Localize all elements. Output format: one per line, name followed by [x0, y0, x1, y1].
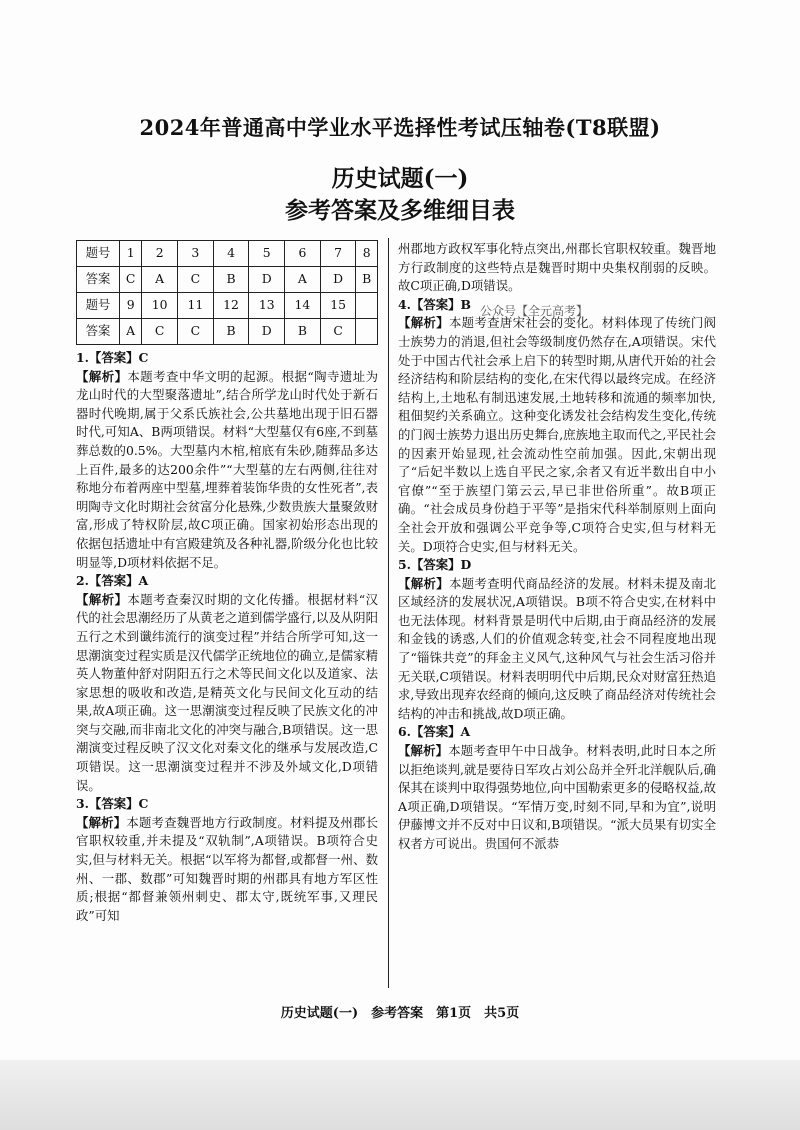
answer-table-row [77, 267, 378, 293]
explanation-item [398, 723, 716, 853]
answer-table-cell: B [285, 319, 321, 345]
page-footer: 历史试题(一) 参考答案 第1页 共5页 [280, 1006, 520, 1021]
answer-table-cell: C [320, 319, 356, 345]
answer-table [76, 240, 378, 345]
explanation-item [398, 556, 716, 723]
analysis-text: 本题考查中华文明的起源。根据“陶寺遗址为龙山时代的大型聚落遗址”,结合所学龙山时代处于新石器时代晚期,属于父系氏族社会,公共墓地出现于旧石器时代,可知A、B两项错误。材料“大型墓仅有6座,不到墓葬总数的0.5%。大型墓内木棺,棺底有朱砂,随葬品多达上百件,最多的达200余件”“大型墓的左右两侧,往往对称地分布着两座中型墓,埋葬着装饰华贵的女性死者”,表明陶寺文化时期社会贫富分化悬殊,少数贵族大量聚敛财富,形成了特权阶层,故C项正确。国家初始形态出现的依据包括遗址中有宫殿建筑及各种礼器,阶级分化也比较明显等,D项材料依据不足。 [76, 368, 378, 570]
answer-table-cell: 15 [320, 293, 356, 319]
analysis-text: 本题考查秦汉时期的文化传播。根据材料“汉代的社会思潮经历了从黄老之道到儒学盛行,以及从阴阳五行之术到谶纬流行的演变过程”并结合所学可知,这一思潮演变过程实质是汉代儒学正统地位的确立,是儒家精英人物董仲舒对阴阳五行之术等民间文化以及道家、法家思想的吸收和改造,是精英文化与民间文化互动的结果,故A项正确。这一思潮演变过程反映了民族文化的冲突与交融,而非南北文化的冲突与融合,B项错误。这一思潮演变过程反映了汉文化对秦文化的继承与发展改造,C项错误。这一思潮演变过程并不涉及外域文化,D项错误。 [76, 591, 378, 793]
answer-table-row [77, 241, 378, 267]
answer-table-row [77, 319, 378, 345]
left-column [76, 240, 378, 925]
explanation-item [398, 296, 716, 556]
answer-table-cell: 6 [285, 241, 321, 267]
analysis-label: 【解析】 [76, 591, 128, 607]
explanation-item [76, 795, 378, 925]
answer-table-cell: C [120, 267, 142, 293]
answer-line: 1.【答案】C [76, 350, 149, 365]
answer-table-cell: A [142, 267, 178, 293]
analysis-label: 【解析】 [398, 575, 449, 591]
answer-line: 4.【答案】B [398, 296, 471, 312]
answer-table-cell: A [285, 267, 321, 293]
right-explanations [398, 240, 716, 854]
scan-background [0, 1060, 800, 1130]
analysis-label: 【解析】 [76, 814, 127, 830]
explanation-item [76, 572, 378, 795]
analysis-text: 本题考查魏晋地方行政制度。材料提及州郡长官职权较重,并未提及“双轨制”,A项错误。B项符合史实,但与材料无关。根据“以军将为都督,或都督一州、数州、一郡、数郡”可知魏晋时期的州郡具有地方军区性质;根据“都督兼领州刺史、郡太守,既统军事,又理民政”可知 [76, 814, 379, 923]
answer-table-cell: 12 [213, 293, 249, 319]
analysis-label: 【解析】 [398, 743, 449, 759]
answer-table-header-cell: 答案 [77, 267, 120, 293]
answer-line: 5.【答案】D [398, 557, 472, 573]
column-divider [388, 238, 389, 988]
answer-table-cell: 7 [320, 241, 356, 267]
answer-table-cell: B [356, 267, 378, 293]
analysis-text: 本题考查唐宋社会的变化。材料体现了传统门阀士族势力的消退,但社会等级制度仍然存在,A项错误。宋代处于中国古代社会承上启下的转型时期,从唐代开始的社会经济结构和阶层结构的变化,在宋代得以最终完成。在经济结构上,土地私有制迅速发展,土地转移和流通的频率加快,租佃契约关系确立。这种变化诱发社会结构发生变化,传统的门阀士族势力退出历史舞台,庶族地主取而代之,平民社会的因素开始显现,社会流动性空前加强。因此,宋朝出现了“后妃半数以上选自平民之家,余者又有近半数出自中小官僚”“至于族望门第云云,早已非世俗所重”。故B项正确。“社会成员身份趋于平等”是指宋代科举制原则上面向全社会开放和强调公平竞争等,C项符合史实,但与材料无关。D项符合史实,但与材料无关。 [398, 315, 717, 554]
answer-table-cell [356, 319, 378, 345]
answer-table-cell: 10 [142, 293, 178, 319]
watermark: 公众号【全元高考】 [480, 304, 589, 318]
answer-table-cell: 8 [356, 241, 378, 267]
explanation-item [76, 349, 378, 572]
answer-table-cell: 11 [177, 293, 213, 319]
answer-table-cell: C [177, 267, 213, 293]
answer-table-cell [356, 293, 378, 319]
analysis-text: 州郡地方政权军事化特点突出,州郡长官职权较重。魏晋地方行政制度的这些特点是魏晋时期中央集权削弱的反映。故C项正确,D项错误。 [398, 241, 716, 294]
answer-line: 6.【答案】A [398, 724, 471, 740]
analysis-text: 本题考查明代商品经济的发展。材料未提及南北区域经济的发展状况,A项错误。B项不符合史实,在材料中也无法体现。材料背景是明代中后期,由于商品经济的发展和金钱的诱惑,人们的价值观念转变,社会不同程度地出现了“锱铢共竞”的拜金主义风气,这种风气与社会生活习俗并无关联,C项错误。材料表明明代中后期,民众对财富狂热追求,导致出现弃农经商的倾向,这反映了商品经济对传统社会结构的冲击和挑战,故D项正确。 [398, 575, 717, 721]
analysis-label: 【解析】 [398, 315, 449, 331]
answer-table-cell: 2 [142, 241, 178, 267]
explanation-item [398, 240, 716, 296]
analysis-text: 本题考查甲午中日战争。材料表明,此时日本之所以拒绝谈判,就是要待日军攻占刘公岛并全歼北洋舰队后,确保其在谈判中取得强势地位,向中国勒索更多的侵略权益,故A项正确,D项错误。“军情万变,时刻不同,早和为宜”,说明伊藤博文并不反对中日议和,B项错误。“派大员果有切实全权者方可说出。贵国何不派恭 [398, 743, 716, 851]
left-explanations [76, 349, 378, 925]
subject-title: 历史试题(一) [331, 165, 469, 192]
answer-table-cell: B [213, 267, 249, 293]
exam-title: 2024年普通高中学业水平选择性考试压轴卷(T8联盟) [139, 115, 661, 140]
answer-table-header-cell: 题号 [77, 241, 120, 267]
answer-table-header-cell: 答案 [77, 319, 120, 345]
answer-table-cell: D [249, 319, 285, 345]
answer-table-row [77, 293, 378, 319]
analysis-label: 【解析】 [76, 368, 128, 384]
answer-table-cell: 14 [285, 293, 321, 319]
answer-table-cell: C [177, 319, 213, 345]
answer-table-cell: A [120, 319, 142, 345]
answer-table-cell: C [142, 319, 178, 345]
answer-table-cell: 9 [120, 293, 142, 319]
answer-table-header-cell: 题号 [77, 293, 120, 319]
answer-table-cell: 13 [249, 293, 285, 319]
right-column [398, 240, 716, 854]
answer-table-cell: D [249, 267, 285, 293]
answer-table-cell: 1 [120, 241, 142, 267]
answer-table-cell: 5 [249, 241, 285, 267]
answer-line: 3.【答案】C [76, 796, 149, 812]
answer-table-cell: D [320, 267, 356, 293]
answer-table-cell: B [213, 319, 249, 345]
answer-key-title: 参考答案及多维细目表 [285, 197, 515, 224]
answer-line: 2.【答案】A [76, 573, 149, 589]
answer-table-cell: 3 [177, 241, 213, 267]
answer-table-cell: 4 [213, 241, 249, 267]
